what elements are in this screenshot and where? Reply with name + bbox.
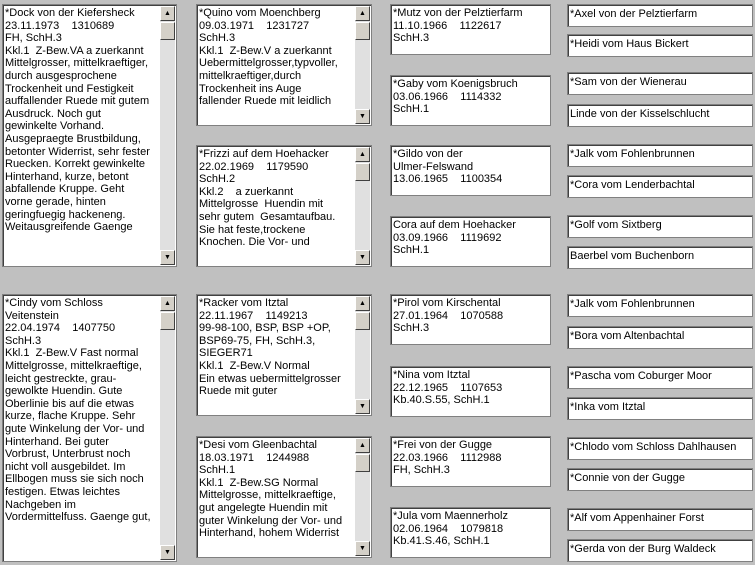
pedigree-gen4-box[interactable] [567,294,753,317]
scroll-up-arrow-icon[interactable]: ▲ [355,6,370,21]
scroll-thumb[interactable] [160,22,175,40]
pedigree-gen4-box[interactable] [567,4,753,27]
vertical-scrollbar[interactable] [160,6,175,265]
pedigree-gen4-box[interactable] [567,104,753,127]
scroll-thumb[interactable] [355,454,370,472]
pedigree-text: *Gerda von der Burg Waldeck [570,543,716,555]
scroll-up-arrow-icon[interactable]: ▲ [160,296,175,311]
pedigree-text: *Connie von der Gugge [570,472,685,484]
pedigree-text: *Mutz von der Pelztierfarm 11.10.1966 1122617 SchH.3 [393,7,523,45]
pedigree-gen4-box[interactable] [567,508,753,531]
pedigree-text: *Quino vom Moenchberg 09.03.1971 1231727 SchH.3 Kkl.1 Z-Bew.V a zuerkannt Uebermittelgrosser,typvoller, mittelkraeftiger,durch Trockenheit ins Auge fallender Ruede mit leidlich [199,7,338,108]
scroll-up-arrow-icon[interactable]: ▲ [355,147,370,162]
pedigree-text: *Desi vom Gleenbachtal 18.03.1971 1244988 SchH.1 Kkl.1 Z-Bew.SG Normal Mittelgrosse, mittelkraeftige, gut angelegte Huendin mit guter Winkelung der Vor- und Hinterhand, hohem Widerrist [199,439,343,540]
pedigree-text: *Frei von der Gugge 22.03.1966 1112988 FH, SchH.3 [393,439,502,477]
pedigree-gen3-box[interactable] [390,436,551,487]
pedigree-dam-box[interactable] [2,294,177,562]
vertical-scrollbar[interactable] [160,296,175,560]
pedigree-text: *Cindy vom Schloss Veitenstein 22.04.1974 1407750 SchH.3 Kkl.1 Z-Bew.V Fast normal Mittelgrosse, mittelkraeftige, leicht gestreckte, grau- gewolkte Huendin. Gute Oberlinie bis auf die etwas kurze, flache Kruppe. Sehr gute Winkelung der Vor- und Hinterhand. Bei guter Vorbrust, Unterbrust noch nicht voll ausgebildet. Im Ellbogen muss sie sich noch festigen. Etwas leichtes Nachgeben im Vordermittelfuss. Gaenge gut, [5,297,151,524]
pedigree-gen3-box[interactable] [390,294,551,345]
scroll-down-arrow-icon[interactable]: ▼ [160,250,175,265]
pedigree-gen3-box[interactable] [390,366,551,417]
pedigree-text: *Axel von der Pelztierfarm [570,8,698,20]
pedigree-text: *Heidi vom Haus Bickert [570,38,689,50]
pedigree-text: *Inka vom Itztal [570,401,646,413]
pedigree-gen3-box[interactable] [390,507,551,558]
pedigree-gen4-box[interactable] [567,34,753,57]
scroll-down-arrow-icon[interactable]: ▼ [355,250,370,265]
pedigree-sire-sire-box[interactable] [196,4,372,126]
pedigree-sire-dam-box[interactable] [196,145,372,267]
pedigree-text: *Jalk vom Fohlenbrunnen [570,298,695,310]
pedigree-text: *Golf vom Sixtberg [570,219,662,231]
vertical-scrollbar[interactable] [355,147,370,265]
pedigree-text: *Pirol vom Kirschental 27.01.1964 1070588 SchH.3 [393,297,504,335]
pedigree-gen4-box[interactable] [567,175,753,198]
pedigree-dam-dam-box[interactable] [196,436,372,558]
pedigree-text: *Alf vom Appenhainer Forst [570,512,704,524]
scroll-down-arrow-icon[interactable]: ▼ [355,399,370,414]
pedigree-text: *Nina vom Itztal 22.12.1965 1107653 Kb.40.S.55, SchH.1 [393,369,503,407]
pedigree-text: *Racker vom Itztal 22.11.1967 1149213 99-98-100, BSP, BSP +OP, BSP69-75, FH, SchH.3, SIEGER71 Kkl.1 Z-Bew.V Normal Ein etwas uebermittelgrosser Ruede mit guter [199,297,341,398]
pedigree-gen3-box[interactable] [390,4,551,55]
scroll-up-arrow-icon[interactable]: ▲ [355,296,370,311]
scroll-down-arrow-icon[interactable]: ▼ [160,545,175,560]
pedigree-sire-box[interactable] [2,4,177,267]
pedigree-gen4-box[interactable] [567,397,753,420]
pedigree-text: *Dock von der Kiefersheck 23.11.1973 1310689 FH, SchH.3 Kkl.1 Z-Bew.VA a zuerkannt Mittelgrosser, mittelkraeftiger, durch ausgesprochene Trockenheit und Festigkeit auffallender Ruede mit gutem Ausdruck. Noch gut gewinkelte Vorhand. Ausgepraegte Brustbildung, betonter Widerrist, sehr fester Ruecken. Korrekt gewinkelte Hinterhand, kurze, betont abfallende Kruppe. Geht vorne gerade, hinten geringfuegig hackeneng. Weitausgreifende Gaenge [5,7,150,234]
pedigree-gen3-box[interactable] [390,145,551,196]
vertical-scrollbar[interactable] [355,296,370,414]
pedigree-gen3-box[interactable] [390,75,551,126]
pedigree-text: Linde von der Kisselschlucht [570,108,710,120]
scroll-down-arrow-icon[interactable]: ▼ [355,109,370,124]
pedigree-text: *Cora vom Lenderbachtal [570,179,695,191]
pedigree-text: *Chlodo vom Schloss Dahlhausen [570,441,737,453]
scroll-thumb[interactable] [355,312,370,330]
pedigree-text: *Jalk vom Fohlenbrunnen [570,148,695,160]
pedigree-gen3-box[interactable] [390,216,551,267]
pedigree-gen4-box[interactable] [567,437,753,460]
pedigree-gen4-box[interactable] [567,72,753,95]
pedigree-text: *Jula vom Maennerholz 02.06.1964 1079818 Kb.41.S.46, SchH.1 [393,510,508,548]
pedigree-gen4-box[interactable] [567,326,753,349]
pedigree-text: Baerbel vom Buchenborn [570,250,695,262]
vertical-scrollbar[interactable] [355,6,370,124]
scroll-down-arrow-icon[interactable]: ▼ [355,541,370,556]
pedigree-gen4-box[interactable] [567,215,753,238]
pedigree-text: *Frizzi auf dem Hoehacker 22.02.1969 1179590 SchH.2 Kkl.2 a zuerkannt Mittelgrosse Huendin mit sehr gutem Gesamtaufbau. Sie hat feste,trockene Knochen. Die Vor- und [199,148,336,249]
scroll-thumb[interactable] [160,312,175,330]
pedigree-gen4-box[interactable] [567,539,753,562]
scroll-thumb[interactable] [355,22,370,40]
pedigree-gen4-box[interactable] [567,144,753,167]
pedigree-text: *Pascha vom Coburger Moor [570,370,712,382]
pedigree-text: *Gildo von der Ulmer-Felswand 13.06.1965 1100354 [393,148,503,186]
pedigree-text: *Sam von der Wienerau [570,76,687,88]
vertical-scrollbar[interactable] [355,438,370,556]
scroll-thumb[interactable] [355,163,370,181]
pedigree-text: *Bora vom Altenbachtal [570,330,685,342]
pedigree-dam-sire-box[interactable] [196,294,372,416]
pedigree-gen4-box[interactable] [567,468,753,491]
pedigree-text: *Gaby vom Koenigsbruch 03.06.1966 1114332 SchH.1 [393,78,518,116]
scroll-up-arrow-icon[interactable]: ▲ [160,6,175,21]
pedigree-text: Cora auf dem Hoehacker 03.09.1966 1119692 SchH.1 [393,219,516,257]
pedigree-gen4-box[interactable] [567,366,753,389]
pedigree-gen4-box[interactable] [567,246,753,269]
scroll-up-arrow-icon[interactable]: ▲ [355,438,370,453]
